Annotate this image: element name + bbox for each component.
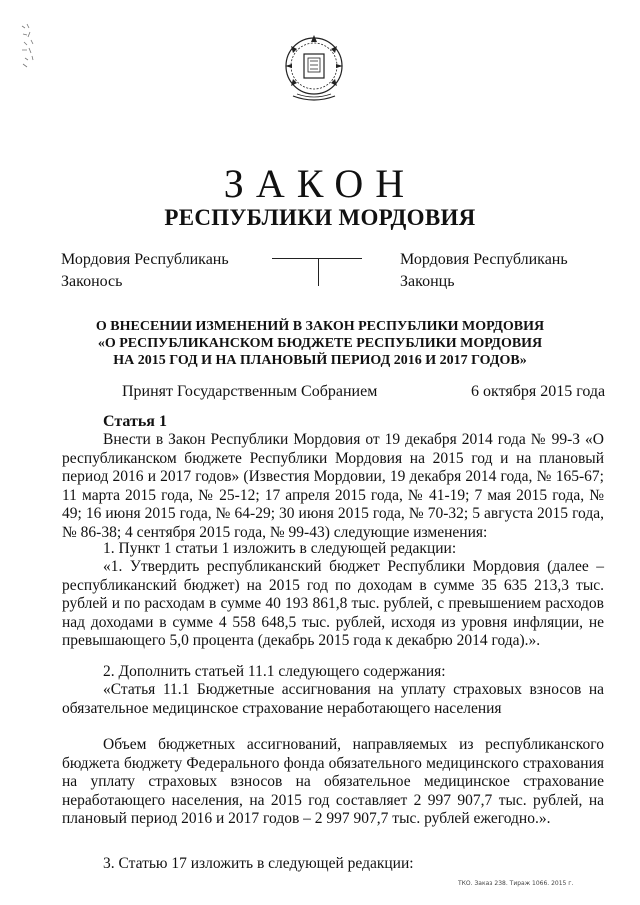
paragraph-intro: Внести в Закон Республики Мордовия от 19 декабря 2014 года № 99-З «О республиканском бюджете Республики Мордовия на 2015 год и на плановый период 2016 и 2017 годов» (Известия Мордовии, 19 декабря 2014 года, № 165-67; 11 марта 2015 года, № 25-12; 17 апреля 2015 года, № 41-19; 7 мая 2015 года, № 49; 16 июня 2015 года, № 64-29; 30 июня 2015 года, № 70-32; 5 августа 2015 года, № 86-38; 4 сентября 2015 года, № 99-43) следующие изменения: xyxy=(62,431,604,541)
law-subtitle: РЕСПУБЛИКИ МОРДОВИЯ xyxy=(164,205,476,230)
adopted-date: 6 октября 2015 года xyxy=(471,383,606,400)
paragraph-article-11-1-text: Объем бюджетных ассигнований, направляемых из республиканского бюджета бюджету Федерального фонда обязательного медицинского страхования на уплату страховых взносов на обязательное медицинское страхование неработающего населения, на 2015 год составляет 2 997 907,7 тыс. рублей, на плановый период 2016 и 2017 годов – 2 997 907,7 тыс. рублей ежегодно.». xyxy=(62,736,604,827)
moksha-title-line1: Мордовия Республикань xyxy=(61,251,229,268)
article-title: Статья 1 xyxy=(103,413,167,430)
divider-tick xyxy=(318,258,319,286)
paragraph-item-3: 3. Статью 17 изложить в следующей редакции: xyxy=(103,855,414,872)
paragraph-item-1-text: «1. Утвердить республиканский бюджет Республики Мордовия (далее – республиканский бюджет) на 2015 год по доходам в сумме 35 635 213,3 тыс. рублей и по расходам в сумме 40 193 861,8 тыс. рублей, с превышением расходов над доходами в сумме 4 558 648,5 тыс. рублей, исходя из уровня инфляции, не превышающего 5,0 процента (декабрь 2015 года к декабрю 2014 года).». xyxy=(62,558,604,649)
moksha-title-line2: Законось xyxy=(61,273,123,290)
law-heading-line2: «О РЕСПУБЛИКАНСКОМ БЮДЖЕТЕ РЕСПУБЛИКИ МОРДОВИЯ xyxy=(97,336,543,351)
paragraph-article-11-1-title: «Статья 11.1 Бюджетные ассигнования на уплату страховых взносов на обязательное медицинское страхование неработающего населения xyxy=(62,681,604,717)
erzya-title-line1: Мордовия Республикань xyxy=(400,251,568,268)
law-title: ЗАКОН xyxy=(223,161,417,206)
paragraph-item-1: 1. Пункт 1 статьи 1 изложить в следующей редакции: xyxy=(103,540,457,557)
print-imprint: ТКО. Заказ 238. Тираж 1066. 2015 г. xyxy=(458,880,574,887)
paragraph-item-2: 2. Дополнить статьей 11.1 следующего содержания: xyxy=(103,663,446,680)
erzya-title xyxy=(400,249,568,293)
divider-line xyxy=(272,258,362,259)
law-heading-line3: НА 2015 ГОД И НА ПЛАНОВЫЙ ПЕРИОД 2016 И 2017 ГОДОВ» xyxy=(113,353,527,368)
scan-artifact-mark xyxy=(18,20,44,72)
moksha-title xyxy=(61,249,229,293)
law-heading-line1: О ВНЕСЕНИИ ИЗМЕНЕНИЙ В ЗАКОН РЕСПУБЛИКИ МОРДОВИЯ xyxy=(95,319,545,334)
coat-of-arms-icon xyxy=(279,32,349,106)
adopted-by: Принят Государственным Собранием xyxy=(122,383,378,400)
erzya-title-line2: Законць xyxy=(400,273,455,290)
law-heading xyxy=(60,318,580,369)
